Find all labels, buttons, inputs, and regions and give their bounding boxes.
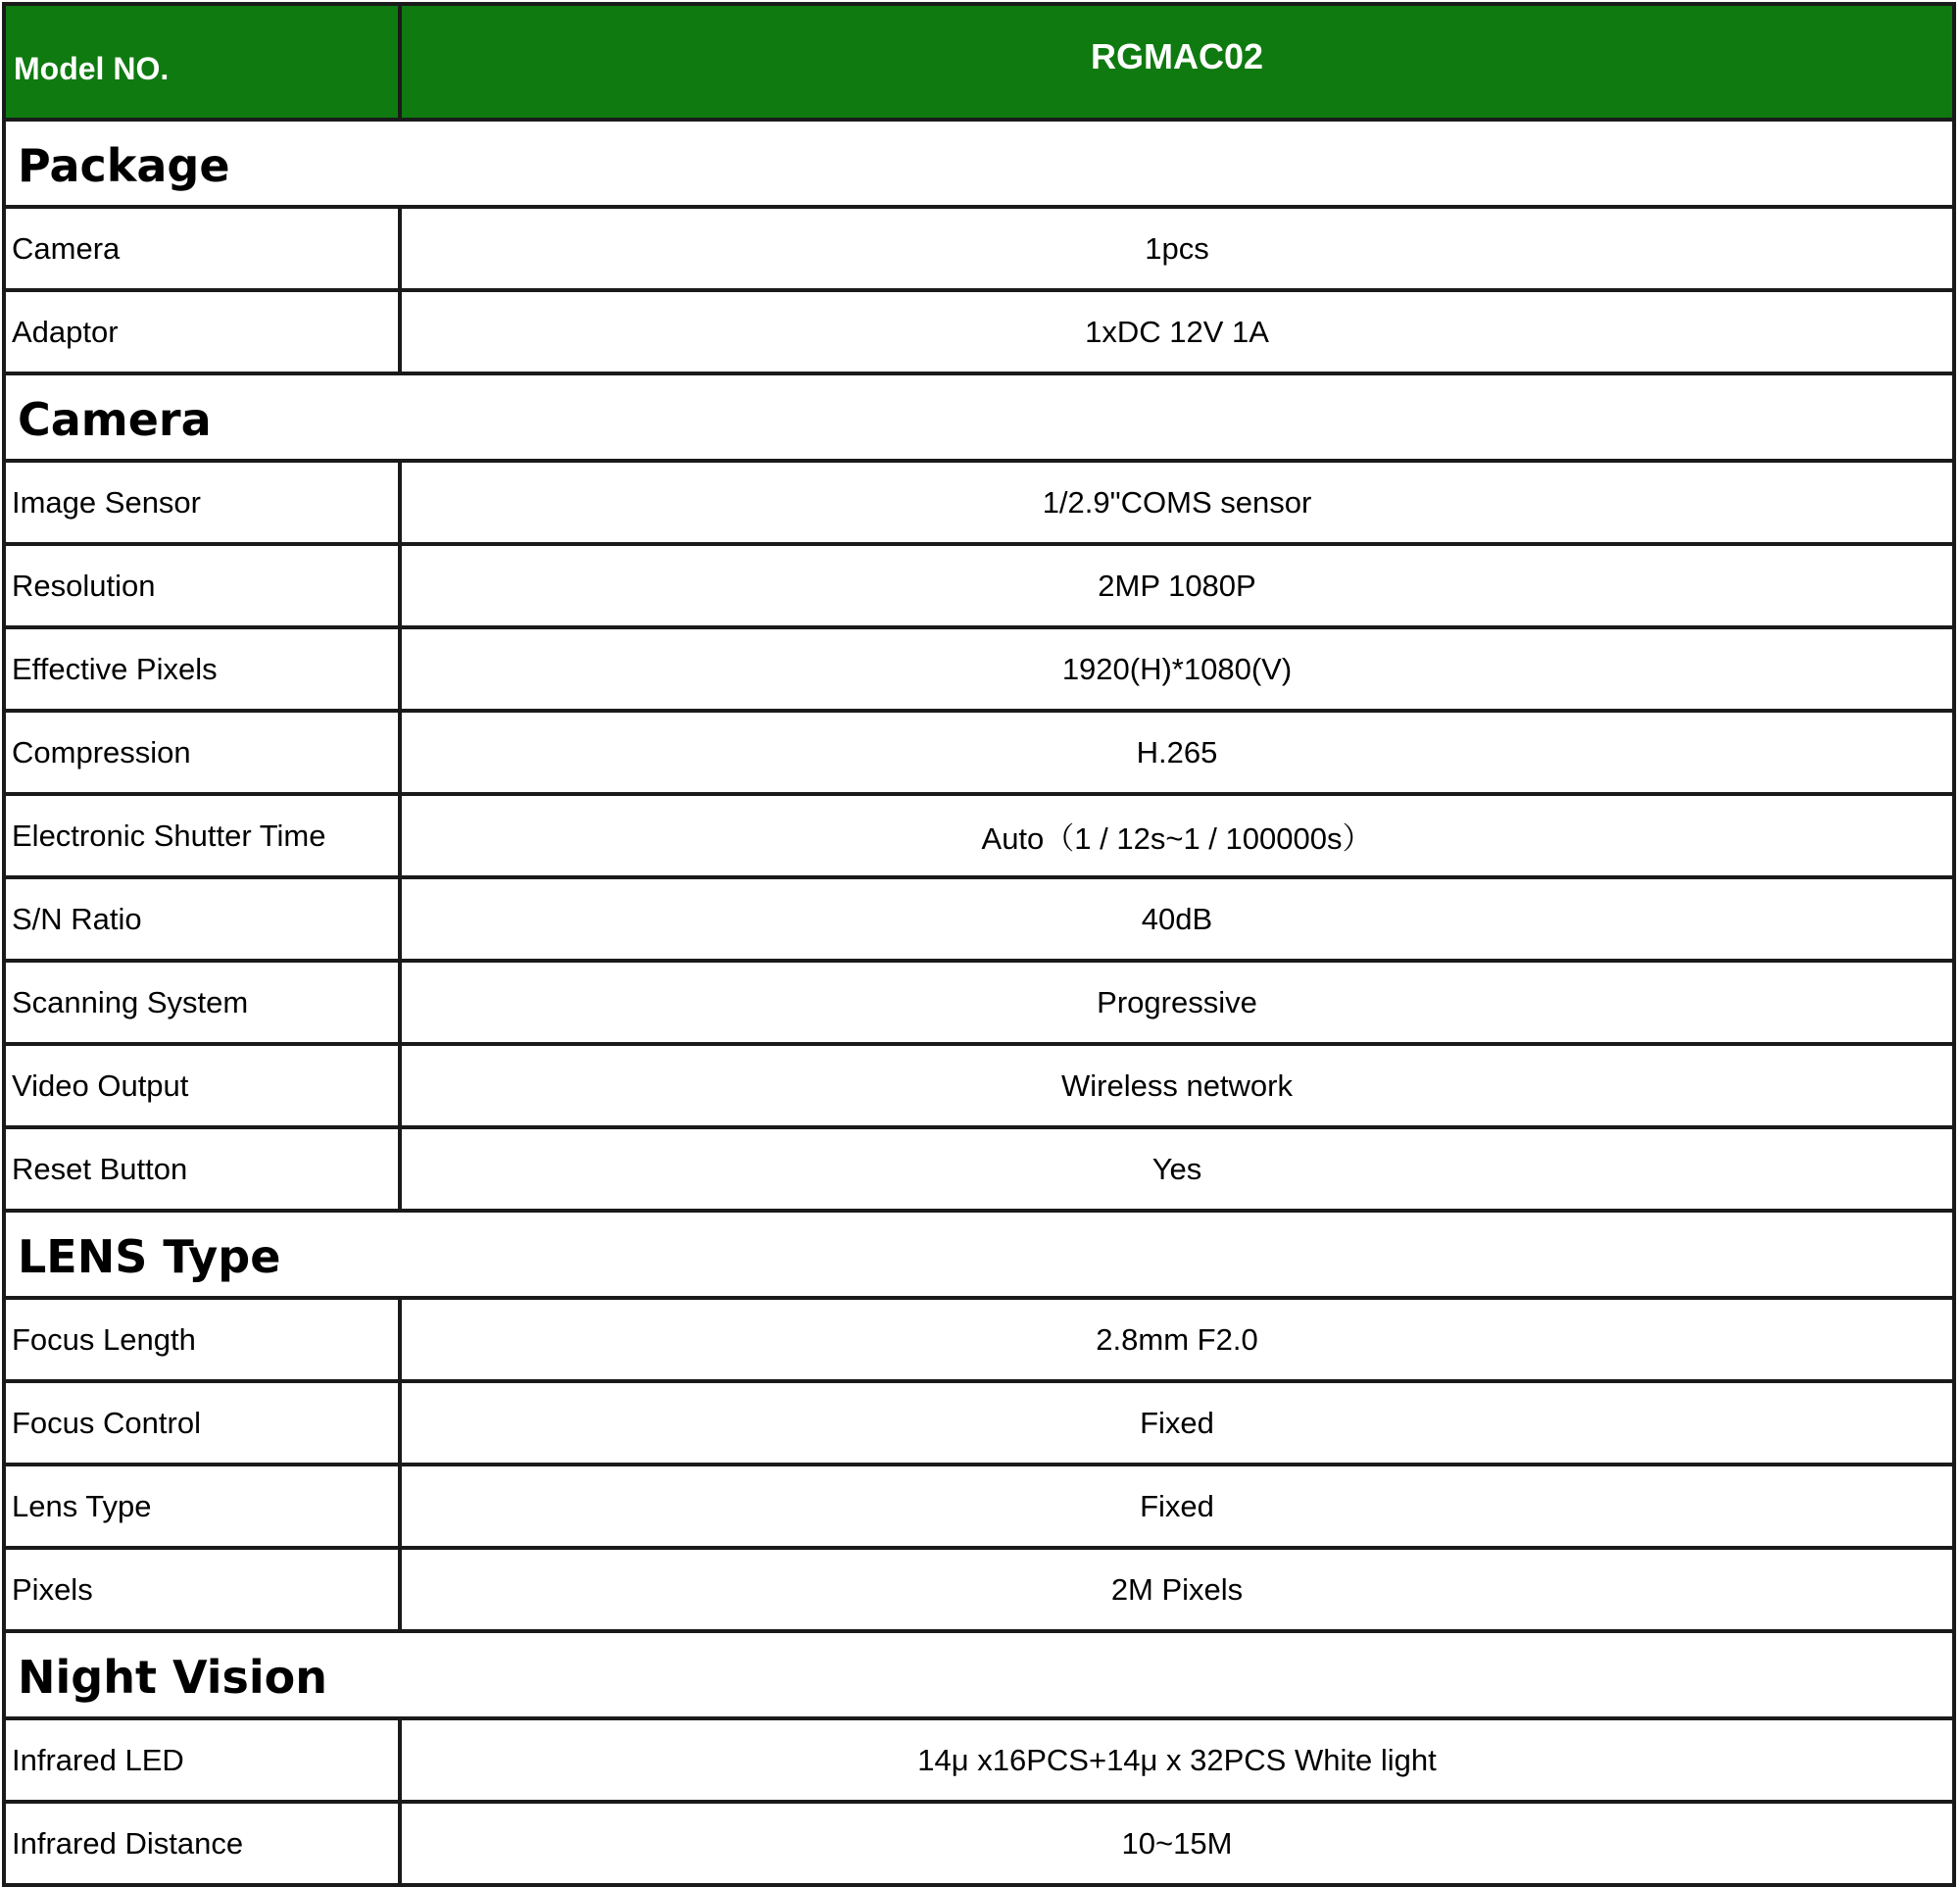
spec-value: 2.8mm F2.0 [400, 1298, 1954, 1381]
spec-label: Focus Control [4, 1381, 400, 1465]
spec-label: Scanning System [4, 961, 400, 1044]
table-row [4, 794, 1954, 877]
spec-label: Effective Pixels [4, 627, 400, 711]
section-package [4, 120, 1954, 207]
table-row [4, 961, 1954, 1044]
spec-value: Fixed [400, 1465, 1954, 1548]
spec-value: 40dB [400, 877, 1954, 961]
section-night-vision [4, 1631, 1954, 1718]
section-title: Night Vision [4, 1631, 1954, 1718]
spec-label: Electronic Shutter Time [4, 794, 400, 877]
spec-label: Infrared Distance [4, 1802, 400, 1885]
table-row [4, 1548, 1954, 1631]
table-row [4, 1381, 1954, 1465]
spec-value: Fixed [400, 1381, 1954, 1465]
section-camera [4, 373, 1954, 461]
spec-label: Infrared LED [4, 1718, 400, 1802]
table-row [4, 1718, 1954, 1802]
spec-value: Progressive [400, 961, 1954, 1044]
header-row [4, 4, 1954, 120]
spec-table [2, 2, 1956, 1887]
table-row [4, 627, 1954, 711]
spec-value: 1/2.9"COMS sensor [400, 461, 1954, 544]
section-title: Package [4, 120, 1954, 207]
model-no-label: Model NO. [4, 4, 400, 120]
spec-label: Resolution [4, 544, 400, 627]
spec-label: Camera [4, 207, 400, 290]
spec-value: 1xDC 12V 1A [400, 290, 1954, 373]
table-row [4, 711, 1954, 794]
spec-label: Focus Length [4, 1298, 400, 1381]
spec-value: 2MP 1080P [400, 544, 1954, 627]
model-no-value: RGMAC02 [400, 4, 1954, 120]
spec-label: Video Output [4, 1044, 400, 1127]
spec-label: Adaptor [4, 290, 400, 373]
table-row [4, 290, 1954, 373]
table-row [4, 207, 1954, 290]
table-row [4, 461, 1954, 544]
spec-value: Yes [400, 1127, 1954, 1211]
spec-label: Reset Button [4, 1127, 400, 1211]
table-row [4, 877, 1954, 961]
table-row [4, 1465, 1954, 1548]
table-row [4, 1802, 1954, 1885]
spec-label: Pixels [4, 1548, 400, 1631]
section-title: Camera [4, 373, 1954, 461]
spec-value: Wireless network [400, 1044, 1954, 1127]
spec-label: Compression [4, 711, 400, 794]
table-row [4, 1298, 1954, 1381]
spec-value: 2M Pixels [400, 1548, 1954, 1631]
spec-value: 14μ x16PCS+14μ x 32PCS White light [400, 1718, 1954, 1802]
spec-value: Auto（1 / 12s~1 / 100000s） [400, 794, 1954, 877]
spec-label: Image Sensor [4, 461, 400, 544]
table-row [4, 1127, 1954, 1211]
spec-value: 10~15M [400, 1802, 1954, 1885]
spec-label: Lens Type [4, 1465, 400, 1548]
spec-value: 1920(H)*1080(V) [400, 627, 1954, 711]
section-lens-type [4, 1211, 1954, 1298]
spec-label: S/N Ratio [4, 877, 400, 961]
section-title: LENS Type [4, 1211, 1954, 1298]
table-row [4, 544, 1954, 627]
spec-value: 1pcs [400, 207, 1954, 290]
spec-value: H.265 [400, 711, 1954, 794]
table-row [4, 1044, 1954, 1127]
